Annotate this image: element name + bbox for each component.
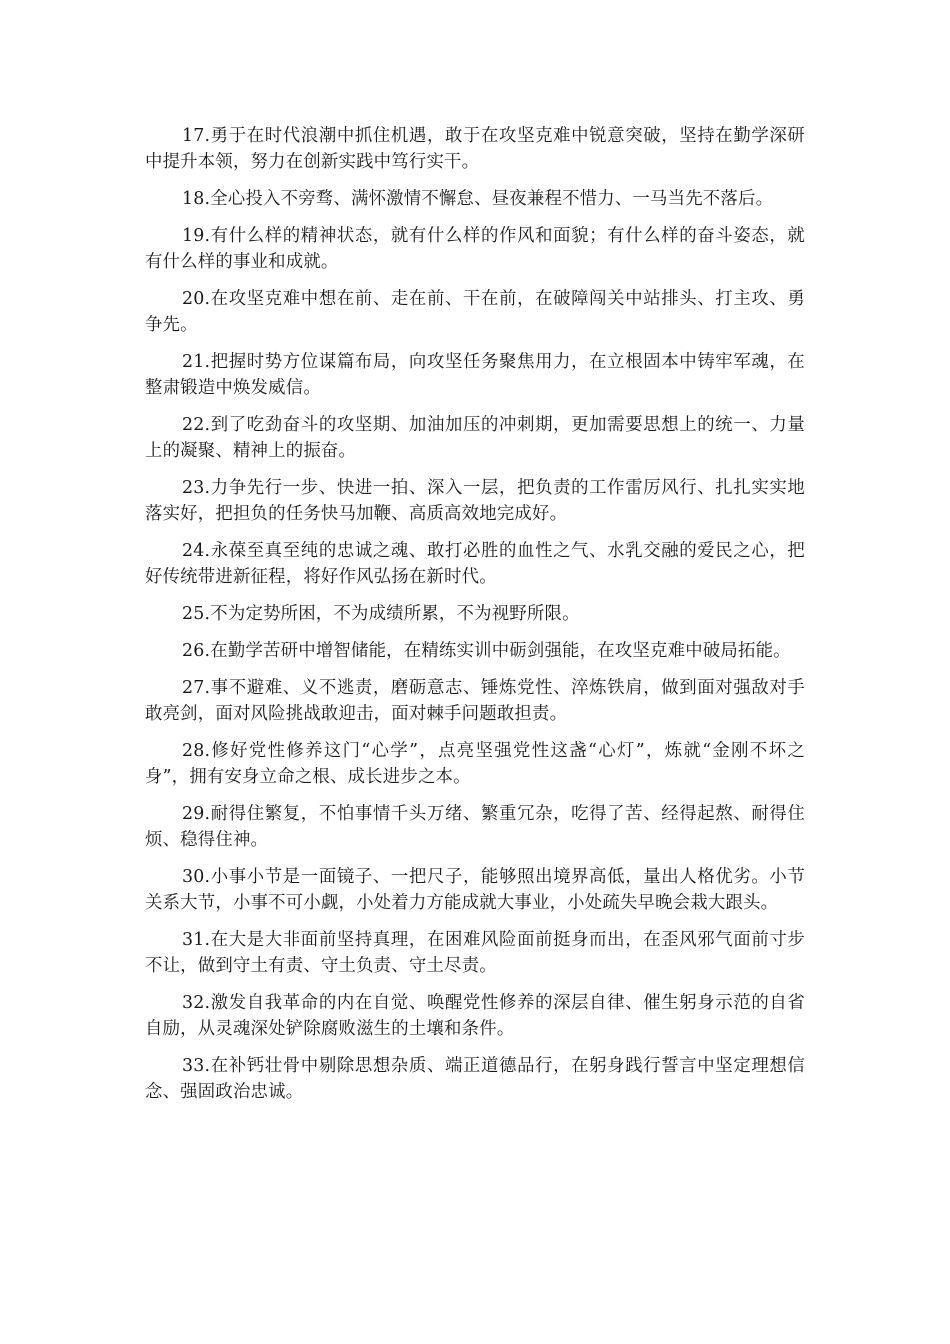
paragraph-22: 22.到了吃劲奋斗的攻坚期、加油加压的冲刺期，更加需要思想上的统一、力量上的凝聚、精神上的振奋。: [145, 415, 805, 461]
paragraph-20: 20.在攻坚克难中想在前、走在前、干在前，在破障闯关中站排头、打主攻、勇争先。: [145, 289, 805, 335]
paragraph-24: 24.永葆至真至纯的忠诚之魂、敢打必胜的血性之气、水乳交融的爱民之心，把好传统带进新征程，将好作风弘扬在新时代。: [145, 541, 805, 587]
paragraph-28: 28.修好党性修养这门“心学”，点亮坚强党性这盏“心灯”，炼就“金刚不坏之身”，拥有安身立命之根、成长进步之本。: [145, 741, 805, 787]
paragraph-33: 33.在补钙壮骨中剔除思想杂质、端正道德品行，在躬身践行誓言中坚定理想信念、强固政治忠诚。: [145, 1056, 805, 1102]
document-body: [145, 123, 805, 1116]
paragraph-17: 17.勇于在时代浪潮中抓住机遇，敢于在攻坚克难中锐意突破，坚持在勤学深研中提升本领，努力在创新实践中笃行实干。: [145, 126, 805, 172]
paragraph-19: 19.有什么样的精神状态，就有什么样的作风和面貌；有什么样的奋斗姿态，就有什么样的事业和成就。: [145, 226, 805, 272]
paragraph-30: 30.小事小节是一面镜子、一把尺子，能够照出境界高低，量出人格优劣。小节关系大节，小事不可小觑，小处着力方能成就大事业，小处疏失早晚会栽大跟头。: [145, 867, 805, 913]
paragraph-29: 29.耐得住繁复，不怕事情千头万绪、繁重冗杂，吃得了苦、经得起熬、耐得住烦、稳得住神。: [145, 804, 805, 850]
paragraph-23: 23.力争先行一步、快进一拍、深入一层，把负责的工作雷厉风行、扎扎实实地落实好，把担负的任务快马加鞭、高质高效地完成好。: [145, 478, 805, 524]
paragraph-26: 26.在勤学苦研中增智储能，在精练实训中砺剑强能，在攻坚克难中破局拓能。: [182, 641, 791, 661]
paragraph-25: 25.不为定势所困，不为成绩所累，不为视野所限。: [182, 604, 580, 624]
paragraph-27: 27.事不避难、义不逃责，磨砺意志、锤炼党性、淬炼铁肩，做到面对强敌对手敢亮剑，面对风险挑战敢迎击，面对棘手问题敢担责。: [145, 678, 805, 724]
paragraph-31: 31.在大是大非面前坚持真理，在困难风险面前挺身而出，在歪风邪气面前寸步不让，做到守土有责、守土负责、守土尽责。: [145, 930, 805, 976]
paragraph-32: 32.激发自我革命的内在自觉、唤醒党性修养的深层自律、催生躬身示范的自省自励，从灵魂深处铲除腐败滋生的土壤和条件。: [145, 993, 805, 1039]
paragraph-21: 21.把握时势方位谋篇布局，向攻坚任务聚焦用力，在立根固本中铸牢军魂，在整肃锻造中焕发威信。: [145, 352, 805, 398]
paragraph-18: 18.全心投入不旁骛、满怀激情不懈怠、昼夜兼程不惜力、一马当先不落后。: [182, 189, 774, 209]
